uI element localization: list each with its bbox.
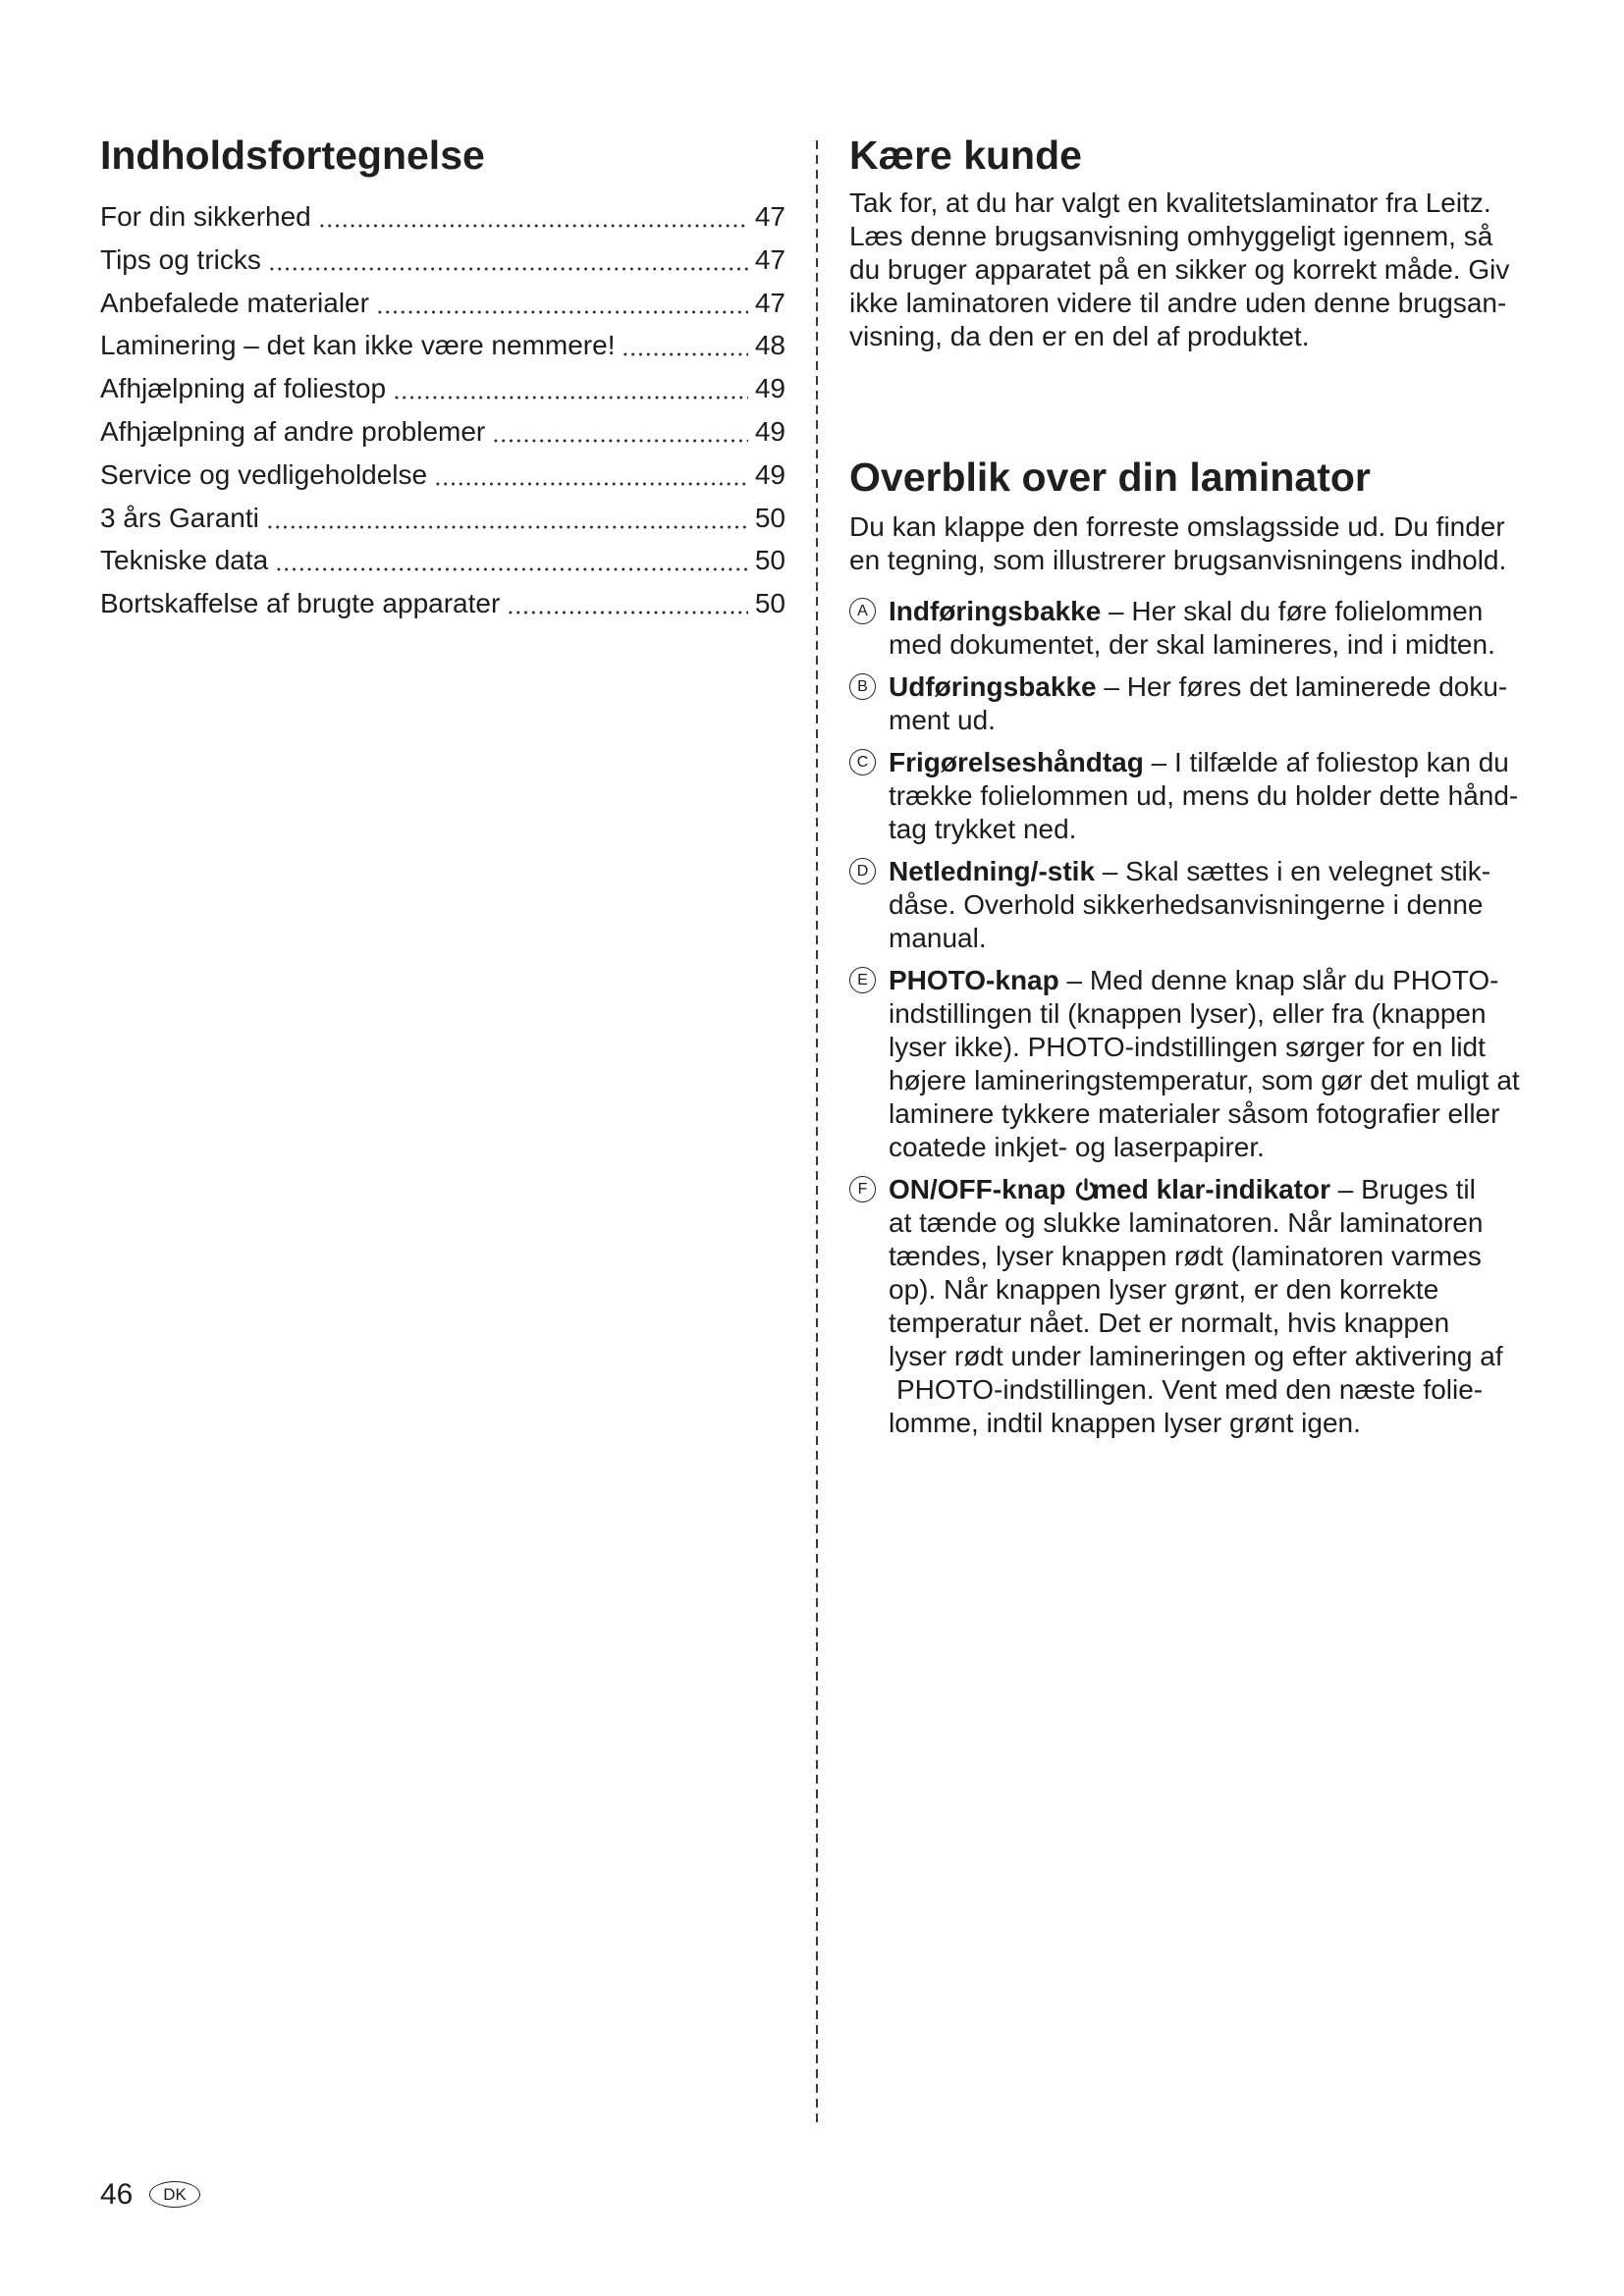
toc-entry-page: 49: [754, 373, 785, 404]
item-term: Frigørelseshåndtag: [889, 747, 1144, 777]
item-line: ment ud.: [889, 705, 996, 735]
toc-leader: [318, 195, 748, 239]
circled-letter-c: C: [849, 749, 876, 775]
toc-entry-label: Anbefalede materialer: [100, 287, 369, 318]
toc-entry: [100, 195, 785, 239]
toc-entry-label: Laminering – det kan ikke være nemmere!: [100, 330, 616, 361]
item-term-suffix: med klar-indikator: [1092, 1174, 1330, 1204]
power-icon: [1073, 1177, 1099, 1202]
intro-line: visning, da den er en del af produktet.: [849, 321, 1310, 351]
item-line: højere lamineringstemperatur, som gør det muligt at: [889, 1065, 1520, 1095]
intro-title: Kære kunde: [849, 133, 1082, 178]
item-line: manual.: [889, 923, 987, 953]
toc-leader: [507, 582, 748, 625]
overview-item-b: [849, 670, 1537, 737]
item-text: – Skal sættes i en velegnet stik-: [1102, 856, 1491, 886]
intro-line: Læs denne brugsanvisning omhyggeligt igennem, så: [849, 221, 1493, 251]
toc-entry-page: 47: [754, 243, 785, 275]
item-term: Indføringsbakke: [889, 596, 1102, 626]
toc-entry-label: For din sikkerhed: [100, 201, 311, 232]
item-line: laminere tykkere materialer såsom fotografier eller: [889, 1098, 1500, 1129]
item-text: – Her skal du føre folielommen: [1109, 596, 1484, 626]
toc-entry: [100, 582, 785, 625]
item-text: – Med denne knap slår du PHOTO-: [1066, 965, 1499, 995]
overview-item-e: [849, 964, 1537, 1164]
intro-line: ikke laminatoren videre til andre uden denne brugsan-: [849, 288, 1507, 318]
item-line: temperatur nået. Det er normalt, hvis knappen: [889, 1308, 1450, 1338]
toc-entry-label: Bortskaffelse af brugte apparater: [100, 588, 501, 619]
toc-entry-label: Tips og tricks: [100, 243, 261, 275]
toc-leader: [492, 410, 748, 454]
toc-entry-label: Afhjælpning af foliestop: [100, 373, 387, 404]
item-line: med dokumentet, der skal lamineres, ind i midten.: [889, 629, 1495, 660]
item-line: PHOTO-indstillingen. Vent med den næste folie-: [896, 1374, 1484, 1405]
circled-letter-f: F: [849, 1176, 876, 1202]
item-line: trække folielommen ud, mens du holder dette hånd-: [889, 780, 1519, 811]
toc-title: Indholdsfortegnelse: [100, 133, 485, 178]
toc-entry-page: 47: [754, 287, 785, 318]
toc-entry-label: Tekniske data: [100, 545, 269, 576]
toc-entry-page: 49: [754, 415, 785, 447]
table-of-contents: [100, 195, 785, 625]
toc-entry: [100, 410, 785, 454]
toc-entry-page: 48: [754, 330, 785, 361]
item-line: op). Når knappen lyser grønt, er den korrekte: [889, 1274, 1439, 1305]
intro-paragraph: [849, 187, 1537, 353]
toc-entry: [100, 497, 785, 540]
item-line: tag trykket ned.: [889, 814, 1077, 844]
item-text: – Bruges til: [1337, 1174, 1476, 1204]
intro-line: Tak for, at du har valgt en kvalitetslaminator fra Leitz.: [849, 187, 1491, 218]
toc-entry-label: Afhjælpning af andre problemer: [100, 415, 486, 447]
toc-entry-label: Service og vedligeholdelse: [100, 458, 428, 490]
overview-item-c: [849, 746, 1537, 846]
item-line: lomme, indtil knappen lyser grønt igen.: [889, 1408, 1361, 1438]
toc-entry-label: 3 års Garanti: [100, 502, 259, 533]
toc-leader: [393, 367, 748, 410]
toc-leader: [268, 239, 748, 282]
item-line: tændes, lyser knappen rødt (laminatoren varmes: [889, 1241, 1482, 1271]
page-number: 46: [100, 2178, 134, 2211]
toc-leader: [622, 324, 747, 367]
circled-letter-e: E: [849, 967, 876, 993]
column-divider: [816, 140, 818, 2123]
toc-entry: [100, 367, 785, 410]
overview-title: Overblik over din laminator: [849, 454, 1371, 500]
toc-entry-page: 50: [754, 502, 785, 533]
item-line: lyser rødt under lamineringen og efter aktivering af: [889, 1341, 1503, 1371]
toc-entry-page: 50: [754, 588, 785, 619]
toc-leader: [376, 282, 748, 325]
toc-entry: [100, 454, 785, 497]
overview-line: Du kan klappe den forreste omslagsside ud. Du finder: [849, 511, 1505, 542]
toc-entry-page: 50: [754, 545, 785, 576]
circled-letter-b: B: [849, 673, 876, 700]
circled-letter-a: A: [849, 598, 876, 624]
toc-entry: [100, 239, 785, 282]
item-line: dåse. Overhold sikkerhedsanvisningerne i denne: [889, 889, 1484, 920]
toc-entry: [100, 324, 785, 367]
circled-letter-d: D: [849, 858, 876, 884]
item-line: indstillingen til (knappen lyser), eller fra (knappen: [889, 998, 1487, 1029]
toc-leader: [266, 497, 748, 540]
item-text: – I tilfælde af foliestop kan du: [1151, 747, 1509, 777]
toc-entry: [100, 539, 785, 582]
overview-items: [849, 595, 1537, 1449]
item-term: Netledning/-stik: [889, 856, 1096, 886]
toc-leader: [275, 539, 748, 582]
item-term: Udføringsbakke: [889, 671, 1097, 702]
overview-item-a: [849, 595, 1537, 662]
overview-paragraph: [849, 510, 1537, 577]
toc-entry: [100, 282, 785, 325]
item-line: coatede inkjet- og laserpapirer.: [889, 1132, 1265, 1162]
overview-item-d: [849, 855, 1537, 955]
item-line: at tænde og slukke laminatoren. Når laminatoren: [889, 1207, 1484, 1238]
toc-entry-page: 47: [754, 201, 785, 232]
country-badge: DK: [149, 2181, 200, 2208]
overview-line: en tegning, som illustrerer brugsanvisningens indhold.: [849, 545, 1507, 575]
overview-item-f: [849, 1173, 1537, 1440]
item-term: PHOTO-knap: [889, 965, 1059, 995]
toc-entry-page: 49: [754, 458, 785, 490]
item-text: – Her føres det laminerede doku-: [1104, 671, 1508, 702]
toc-leader: [434, 454, 748, 497]
item-term: ON/OFF-knap: [889, 1174, 1066, 1204]
item-line: lyser ikke). PHOTO-indstillingen sørger for en lidt: [889, 1032, 1486, 1062]
intro-line: du bruger apparatet på en sikker og korrekt måde. Giv: [849, 254, 1510, 285]
